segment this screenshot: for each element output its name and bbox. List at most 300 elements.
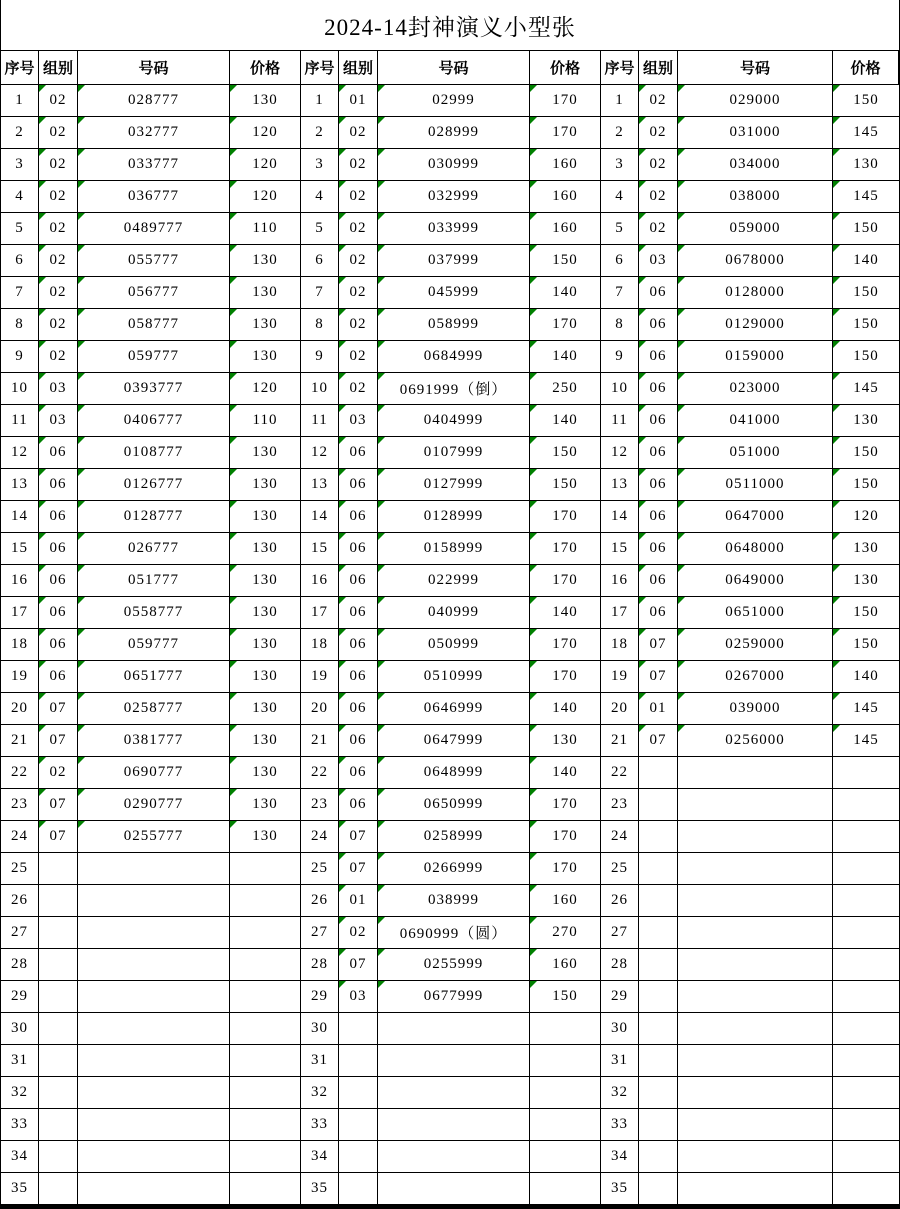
serial-cell[interactable]: 23 bbox=[1, 789, 39, 821]
price-cell[interactable]: 150 bbox=[833, 277, 899, 309]
price-cell[interactable]: 130 bbox=[833, 405, 899, 437]
number-cell[interactable]: 0649000 bbox=[678, 565, 833, 597]
price-cell[interactable]: 160 bbox=[530, 213, 601, 245]
group-cell[interactable] bbox=[39, 917, 78, 949]
group-cell[interactable]: 02 bbox=[339, 213, 378, 245]
group-cell[interactable]: 01 bbox=[639, 693, 678, 725]
serial-cell[interactable]: 6 bbox=[1, 245, 39, 277]
group-cell[interactable]: 06 bbox=[339, 629, 378, 661]
serial-cell[interactable]: 32 bbox=[301, 1077, 339, 1109]
number-cell[interactable] bbox=[78, 1013, 230, 1045]
number-cell[interactable]: 031000 bbox=[678, 117, 833, 149]
number-cell[interactable] bbox=[78, 1045, 230, 1077]
serial-cell[interactable]: 32 bbox=[601, 1077, 639, 1109]
price-cell[interactable] bbox=[833, 1109, 899, 1141]
number-cell[interactable]: 055777 bbox=[78, 245, 230, 277]
serial-cell[interactable]: 9 bbox=[301, 341, 339, 373]
number-cell[interactable] bbox=[78, 981, 230, 1013]
number-cell[interactable]: 058777 bbox=[78, 309, 230, 341]
group-cell[interactable]: 06 bbox=[339, 789, 378, 821]
serial-cell[interactable]: 22 bbox=[601, 757, 639, 789]
group-cell[interactable]: 06 bbox=[639, 533, 678, 565]
number-cell[interactable]: 0648999 bbox=[378, 757, 530, 789]
number-cell[interactable] bbox=[378, 1045, 530, 1077]
price-cell[interactable]: 140 bbox=[530, 597, 601, 629]
serial-cell[interactable]: 35 bbox=[601, 1173, 639, 1205]
serial-cell[interactable]: 3 bbox=[1, 149, 39, 181]
number-cell[interactable]: 036777 bbox=[78, 181, 230, 213]
number-cell[interactable] bbox=[78, 949, 230, 981]
price-cell[interactable]: 145 bbox=[833, 181, 899, 213]
number-cell[interactable]: 0258999 bbox=[378, 821, 530, 853]
serial-cell[interactable]: 28 bbox=[1, 949, 39, 981]
group-cell[interactable]: 02 bbox=[39, 181, 78, 213]
serial-cell[interactable]: 27 bbox=[301, 917, 339, 949]
serial-cell[interactable]: 11 bbox=[301, 405, 339, 437]
group-cell[interactable]: 01 bbox=[339, 85, 378, 117]
number-cell[interactable] bbox=[678, 821, 833, 853]
number-cell[interactable]: 0128777 bbox=[78, 501, 230, 533]
group-cell[interactable]: 02 bbox=[639, 85, 678, 117]
group-cell[interactable]: 02 bbox=[39, 277, 78, 309]
number-cell[interactable]: 0129000 bbox=[678, 309, 833, 341]
number-cell[interactable]: 0646999 bbox=[378, 693, 530, 725]
number-cell[interactable]: 0128000 bbox=[678, 277, 833, 309]
number-cell[interactable]: 051777 bbox=[78, 565, 230, 597]
price-cell[interactable]: 140 bbox=[530, 405, 601, 437]
serial-cell[interactable]: 4 bbox=[301, 181, 339, 213]
serial-cell[interactable]: 13 bbox=[301, 469, 339, 501]
number-cell[interactable]: 0290777 bbox=[78, 789, 230, 821]
price-cell[interactable]: 160 bbox=[530, 885, 601, 917]
number-cell[interactable]: 0511000 bbox=[678, 469, 833, 501]
group-cell[interactable]: 03 bbox=[339, 405, 378, 437]
number-cell[interactable]: 0158999 bbox=[378, 533, 530, 565]
number-cell[interactable]: 0677999 bbox=[378, 981, 530, 1013]
serial-cell[interactable]: 19 bbox=[301, 661, 339, 693]
group-cell[interactable] bbox=[639, 1077, 678, 1109]
price-cell[interactable]: 130 bbox=[230, 469, 301, 501]
serial-cell[interactable]: 31 bbox=[301, 1045, 339, 1077]
group-cell[interactable] bbox=[39, 853, 78, 885]
group-cell[interactable]: 06 bbox=[339, 533, 378, 565]
price-cell[interactable]: 130 bbox=[230, 277, 301, 309]
serial-cell[interactable]: 29 bbox=[601, 981, 639, 1013]
group-cell[interactable]: 02 bbox=[39, 245, 78, 277]
number-cell[interactable] bbox=[678, 1173, 833, 1205]
serial-cell[interactable]: 17 bbox=[601, 597, 639, 629]
number-cell[interactable]: 0651000 bbox=[678, 597, 833, 629]
group-cell[interactable] bbox=[639, 757, 678, 789]
group-cell[interactable] bbox=[39, 1045, 78, 1077]
price-cell[interactable] bbox=[530, 1109, 601, 1141]
number-cell[interactable] bbox=[678, 917, 833, 949]
number-cell[interactable]: 026777 bbox=[78, 533, 230, 565]
number-cell[interactable]: 0128999 bbox=[378, 501, 530, 533]
number-cell[interactable]: 0690777 bbox=[78, 757, 230, 789]
price-cell[interactable] bbox=[230, 853, 301, 885]
number-cell[interactable]: 058999 bbox=[378, 309, 530, 341]
number-cell[interactable] bbox=[678, 789, 833, 821]
serial-cell[interactable]: 18 bbox=[1, 629, 39, 661]
price-cell[interactable]: 130 bbox=[230, 533, 301, 565]
number-cell[interactable]: 0690999（圆） bbox=[378, 917, 530, 949]
number-cell[interactable]: 032999 bbox=[378, 181, 530, 213]
group-cell[interactable]: 06 bbox=[339, 725, 378, 757]
group-cell[interactable]: 06 bbox=[39, 597, 78, 629]
group-cell[interactable] bbox=[39, 949, 78, 981]
group-cell[interactable]: 06 bbox=[39, 501, 78, 533]
serial-cell[interactable]: 2 bbox=[1, 117, 39, 149]
price-cell[interactable]: 170 bbox=[530, 85, 601, 117]
price-cell[interactable]: 130 bbox=[230, 341, 301, 373]
number-cell[interactable]: 0255999 bbox=[378, 949, 530, 981]
price-cell[interactable]: 130 bbox=[230, 661, 301, 693]
number-cell[interactable] bbox=[78, 1077, 230, 1109]
price-cell[interactable]: 145 bbox=[833, 693, 899, 725]
price-cell[interactable]: 170 bbox=[530, 661, 601, 693]
serial-cell[interactable]: 31 bbox=[601, 1045, 639, 1077]
group-cell[interactable]: 02 bbox=[339, 245, 378, 277]
group-cell[interactable]: 06 bbox=[639, 309, 678, 341]
number-cell[interactable] bbox=[678, 1109, 833, 1141]
serial-cell[interactable]: 12 bbox=[301, 437, 339, 469]
group-cell[interactable] bbox=[339, 1109, 378, 1141]
group-cell[interactable]: 02 bbox=[339, 917, 378, 949]
serial-cell[interactable]: 27 bbox=[1, 917, 39, 949]
serial-cell[interactable]: 14 bbox=[601, 501, 639, 533]
number-cell[interactable] bbox=[78, 1109, 230, 1141]
serial-cell[interactable]: 34 bbox=[601, 1141, 639, 1173]
number-cell[interactable]: 033999 bbox=[378, 213, 530, 245]
serial-cell[interactable]: 35 bbox=[301, 1173, 339, 1205]
price-cell[interactable]: 150 bbox=[833, 437, 899, 469]
price-cell[interactable] bbox=[530, 1141, 601, 1173]
price-cell[interactable] bbox=[833, 981, 899, 1013]
price-cell[interactable] bbox=[230, 1013, 301, 1045]
price-cell[interactable]: 145 bbox=[833, 117, 899, 149]
serial-cell[interactable]: 19 bbox=[601, 661, 639, 693]
group-cell[interactable] bbox=[639, 917, 678, 949]
group-cell[interactable] bbox=[639, 885, 678, 917]
price-cell[interactable]: 150 bbox=[833, 629, 899, 661]
price-cell[interactable]: 170 bbox=[530, 117, 601, 149]
price-cell[interactable]: 170 bbox=[530, 309, 601, 341]
number-cell[interactable]: 0558777 bbox=[78, 597, 230, 629]
price-cell[interactable]: 140 bbox=[833, 245, 899, 277]
price-cell[interactable]: 150 bbox=[530, 245, 601, 277]
price-cell[interactable] bbox=[833, 821, 899, 853]
serial-cell[interactable]: 9 bbox=[601, 341, 639, 373]
number-cell[interactable]: 0647000 bbox=[678, 501, 833, 533]
group-cell[interactable] bbox=[339, 1013, 378, 1045]
group-cell[interactable]: 02 bbox=[39, 85, 78, 117]
serial-cell[interactable]: 8 bbox=[601, 309, 639, 341]
group-cell[interactable]: 02 bbox=[39, 117, 78, 149]
price-cell[interactable] bbox=[833, 757, 899, 789]
serial-cell[interactable]: 22 bbox=[301, 757, 339, 789]
group-cell[interactable]: 02 bbox=[39, 757, 78, 789]
price-cell[interactable]: 130 bbox=[833, 565, 899, 597]
group-cell[interactable] bbox=[639, 1173, 678, 1205]
price-cell[interactable]: 170 bbox=[530, 853, 601, 885]
number-cell[interactable]: 023000 bbox=[678, 373, 833, 405]
serial-cell[interactable]: 5 bbox=[1, 213, 39, 245]
serial-cell[interactable]: 26 bbox=[601, 885, 639, 917]
price-cell[interactable]: 130 bbox=[230, 245, 301, 277]
group-cell[interactable] bbox=[639, 1141, 678, 1173]
price-cell[interactable] bbox=[833, 1141, 899, 1173]
price-cell[interactable]: 150 bbox=[833, 213, 899, 245]
number-cell[interactable]: 0256000 bbox=[678, 725, 833, 757]
group-cell[interactable] bbox=[639, 1109, 678, 1141]
number-cell[interactable]: 0255777 bbox=[78, 821, 230, 853]
group-cell[interactable] bbox=[639, 1013, 678, 1045]
price-cell[interactable]: 130 bbox=[230, 501, 301, 533]
serial-cell[interactable]: 25 bbox=[1, 853, 39, 885]
serial-cell[interactable]: 14 bbox=[301, 501, 339, 533]
price-cell[interactable]: 170 bbox=[530, 533, 601, 565]
group-cell[interactable]: 02 bbox=[339, 277, 378, 309]
serial-cell[interactable]: 22 bbox=[1, 757, 39, 789]
price-cell[interactable]: 150 bbox=[833, 85, 899, 117]
price-cell[interactable]: 130 bbox=[230, 565, 301, 597]
price-cell[interactable]: 170 bbox=[530, 789, 601, 821]
serial-cell[interactable]: 29 bbox=[301, 981, 339, 1013]
group-cell[interactable]: 02 bbox=[339, 117, 378, 149]
number-cell[interactable]: 051000 bbox=[678, 437, 833, 469]
price-cell[interactable]: 120 bbox=[833, 501, 899, 533]
number-cell[interactable]: 0267000 bbox=[678, 661, 833, 693]
price-cell[interactable]: 150 bbox=[530, 437, 601, 469]
price-cell[interactable]: 145 bbox=[833, 725, 899, 757]
number-cell[interactable]: 030999 bbox=[378, 149, 530, 181]
serial-cell[interactable]: 23 bbox=[301, 789, 339, 821]
serial-cell[interactable]: 25 bbox=[301, 853, 339, 885]
price-cell[interactable]: 150 bbox=[833, 309, 899, 341]
price-cell[interactable] bbox=[230, 981, 301, 1013]
group-cell[interactable]: 06 bbox=[39, 565, 78, 597]
group-cell[interactable]: 02 bbox=[639, 149, 678, 181]
number-cell[interactable]: 045999 bbox=[378, 277, 530, 309]
group-cell[interactable]: 06 bbox=[639, 405, 678, 437]
group-cell[interactable]: 07 bbox=[339, 949, 378, 981]
number-cell[interactable]: 0510999 bbox=[378, 661, 530, 693]
serial-cell[interactable]: 7 bbox=[301, 277, 339, 309]
serial-cell[interactable]: 23 bbox=[601, 789, 639, 821]
price-cell[interactable]: 130 bbox=[230, 85, 301, 117]
number-cell[interactable]: 0393777 bbox=[78, 373, 230, 405]
serial-cell[interactable]: 34 bbox=[1, 1141, 39, 1173]
serial-cell[interactable]: 13 bbox=[601, 469, 639, 501]
number-cell[interactable] bbox=[678, 949, 833, 981]
price-cell[interactable]: 130 bbox=[230, 309, 301, 341]
group-cell[interactable]: 06 bbox=[339, 661, 378, 693]
group-cell[interactable] bbox=[39, 1077, 78, 1109]
number-cell[interactable]: 056777 bbox=[78, 277, 230, 309]
group-cell[interactable]: 06 bbox=[639, 597, 678, 629]
price-cell[interactable]: 140 bbox=[530, 341, 601, 373]
serial-cell[interactable]: 35 bbox=[1, 1173, 39, 1205]
group-cell[interactable]: 06 bbox=[339, 597, 378, 629]
serial-cell[interactable]: 20 bbox=[601, 693, 639, 725]
serial-cell[interactable]: 2 bbox=[601, 117, 639, 149]
serial-cell[interactable]: 2 bbox=[301, 117, 339, 149]
number-cell[interactable] bbox=[378, 1141, 530, 1173]
price-cell[interactable] bbox=[230, 917, 301, 949]
group-cell[interactable]: 06 bbox=[639, 469, 678, 501]
price-cell[interactable] bbox=[230, 1173, 301, 1205]
number-cell[interactable] bbox=[78, 885, 230, 917]
serial-cell[interactable]: 1 bbox=[301, 85, 339, 117]
number-cell[interactable] bbox=[378, 1173, 530, 1205]
price-cell[interactable] bbox=[833, 789, 899, 821]
serial-cell[interactable]: 18 bbox=[301, 629, 339, 661]
price-cell[interactable] bbox=[230, 1109, 301, 1141]
group-cell[interactable]: 06 bbox=[39, 437, 78, 469]
serial-cell[interactable]: 24 bbox=[301, 821, 339, 853]
price-cell[interactable]: 130 bbox=[833, 533, 899, 565]
serial-cell[interactable]: 10 bbox=[601, 373, 639, 405]
group-cell[interactable]: 02 bbox=[39, 341, 78, 373]
number-cell[interactable]: 0127999 bbox=[378, 469, 530, 501]
group-cell[interactable] bbox=[39, 1141, 78, 1173]
price-cell[interactable]: 130 bbox=[530, 725, 601, 757]
group-cell[interactable] bbox=[39, 1013, 78, 1045]
number-cell[interactable]: 0107999 bbox=[378, 437, 530, 469]
number-cell[interactable]: 0381777 bbox=[78, 725, 230, 757]
price-cell[interactable]: 140 bbox=[530, 277, 601, 309]
group-cell[interactable]: 02 bbox=[39, 309, 78, 341]
price-cell[interactable]: 170 bbox=[530, 501, 601, 533]
serial-cell[interactable]: 27 bbox=[601, 917, 639, 949]
price-cell[interactable]: 130 bbox=[230, 757, 301, 789]
price-cell[interactable] bbox=[230, 885, 301, 917]
number-cell[interactable]: 0647999 bbox=[378, 725, 530, 757]
serial-cell[interactable]: 1 bbox=[1, 85, 39, 117]
group-cell[interactable]: 06 bbox=[639, 373, 678, 405]
number-cell[interactable]: 0108777 bbox=[78, 437, 230, 469]
price-cell[interactable]: 140 bbox=[530, 693, 601, 725]
price-cell[interactable]: 140 bbox=[833, 661, 899, 693]
number-cell[interactable] bbox=[678, 757, 833, 789]
price-cell[interactable] bbox=[833, 1013, 899, 1045]
serial-cell[interactable]: 19 bbox=[1, 661, 39, 693]
group-cell[interactable] bbox=[639, 949, 678, 981]
group-cell[interactable]: 06 bbox=[339, 437, 378, 469]
number-cell[interactable] bbox=[678, 981, 833, 1013]
serial-cell[interactable]: 7 bbox=[601, 277, 639, 309]
number-cell[interactable]: 0404999 bbox=[378, 405, 530, 437]
group-cell[interactable] bbox=[639, 981, 678, 1013]
group-cell[interactable]: 02 bbox=[339, 181, 378, 213]
number-cell[interactable]: 050999 bbox=[378, 629, 530, 661]
price-cell[interactable]: 120 bbox=[230, 117, 301, 149]
number-cell[interactable]: 0259000 bbox=[678, 629, 833, 661]
price-cell[interactable]: 170 bbox=[530, 821, 601, 853]
group-cell[interactable]: 02 bbox=[639, 213, 678, 245]
price-cell[interactable]: 110 bbox=[230, 213, 301, 245]
group-cell[interactable]: 06 bbox=[39, 469, 78, 501]
group-cell[interactable]: 02 bbox=[39, 149, 78, 181]
number-cell[interactable]: 0651777 bbox=[78, 661, 230, 693]
price-cell[interactable]: 130 bbox=[833, 149, 899, 181]
price-cell[interactable] bbox=[833, 1077, 899, 1109]
serial-cell[interactable]: 20 bbox=[1, 693, 39, 725]
number-cell[interactable]: 0266999 bbox=[378, 853, 530, 885]
serial-cell[interactable]: 32 bbox=[1, 1077, 39, 1109]
serial-cell[interactable]: 8 bbox=[301, 309, 339, 341]
serial-cell[interactable]: 15 bbox=[301, 533, 339, 565]
price-cell[interactable]: 250 bbox=[530, 373, 601, 405]
price-cell[interactable]: 150 bbox=[530, 981, 601, 1013]
price-cell[interactable]: 170 bbox=[530, 629, 601, 661]
group-cell[interactable]: 07 bbox=[339, 821, 378, 853]
serial-cell[interactable]: 16 bbox=[1, 565, 39, 597]
group-cell[interactable]: 02 bbox=[639, 117, 678, 149]
group-cell[interactable]: 07 bbox=[339, 853, 378, 885]
price-cell[interactable]: 150 bbox=[833, 469, 899, 501]
group-cell[interactable]: 07 bbox=[639, 661, 678, 693]
number-cell[interactable] bbox=[678, 1141, 833, 1173]
serial-cell[interactable]: 14 bbox=[1, 501, 39, 533]
price-cell[interactable]: 130 bbox=[230, 725, 301, 757]
price-cell[interactable]: 110 bbox=[230, 405, 301, 437]
group-cell[interactable]: 03 bbox=[339, 981, 378, 1013]
serial-cell[interactable]: 33 bbox=[301, 1109, 339, 1141]
number-cell[interactable]: 0489777 bbox=[78, 213, 230, 245]
group-cell[interactable]: 06 bbox=[339, 693, 378, 725]
number-cell[interactable] bbox=[78, 1141, 230, 1173]
serial-cell[interactable]: 12 bbox=[1, 437, 39, 469]
number-cell[interactable] bbox=[378, 1013, 530, 1045]
group-cell[interactable] bbox=[639, 1045, 678, 1077]
serial-cell[interactable]: 10 bbox=[301, 373, 339, 405]
price-cell[interactable]: 150 bbox=[833, 341, 899, 373]
serial-cell[interactable]: 28 bbox=[301, 949, 339, 981]
number-cell[interactable]: 038000 bbox=[678, 181, 833, 213]
number-cell[interactable]: 0684999 bbox=[378, 341, 530, 373]
number-cell[interactable] bbox=[378, 1077, 530, 1109]
serial-cell[interactable]: 26 bbox=[301, 885, 339, 917]
price-cell[interactable]: 120 bbox=[230, 181, 301, 213]
number-cell[interactable]: 0406777 bbox=[78, 405, 230, 437]
price-cell[interactable]: 130 bbox=[230, 789, 301, 821]
serial-cell[interactable]: 33 bbox=[601, 1109, 639, 1141]
serial-cell[interactable]: 21 bbox=[1, 725, 39, 757]
price-cell[interactable] bbox=[833, 1173, 899, 1205]
group-cell[interactable]: 03 bbox=[39, 405, 78, 437]
serial-cell[interactable]: 3 bbox=[301, 149, 339, 181]
price-cell[interactable] bbox=[833, 885, 899, 917]
number-cell[interactable]: 0650999 bbox=[378, 789, 530, 821]
group-cell[interactable]: 06 bbox=[339, 565, 378, 597]
price-cell[interactable] bbox=[833, 917, 899, 949]
number-cell[interactable]: 0678000 bbox=[678, 245, 833, 277]
price-cell[interactable] bbox=[230, 1045, 301, 1077]
group-cell[interactable]: 06 bbox=[339, 757, 378, 789]
group-cell[interactable] bbox=[339, 1077, 378, 1109]
number-cell[interactable]: 034000 bbox=[678, 149, 833, 181]
serial-cell[interactable]: 24 bbox=[601, 821, 639, 853]
price-cell[interactable]: 120 bbox=[230, 373, 301, 405]
number-cell[interactable]: 028777 bbox=[78, 85, 230, 117]
serial-cell[interactable]: 28 bbox=[601, 949, 639, 981]
price-cell[interactable]: 145 bbox=[833, 373, 899, 405]
serial-cell[interactable]: 1 bbox=[601, 85, 639, 117]
number-cell[interactable] bbox=[678, 1077, 833, 1109]
serial-cell[interactable]: 6 bbox=[301, 245, 339, 277]
